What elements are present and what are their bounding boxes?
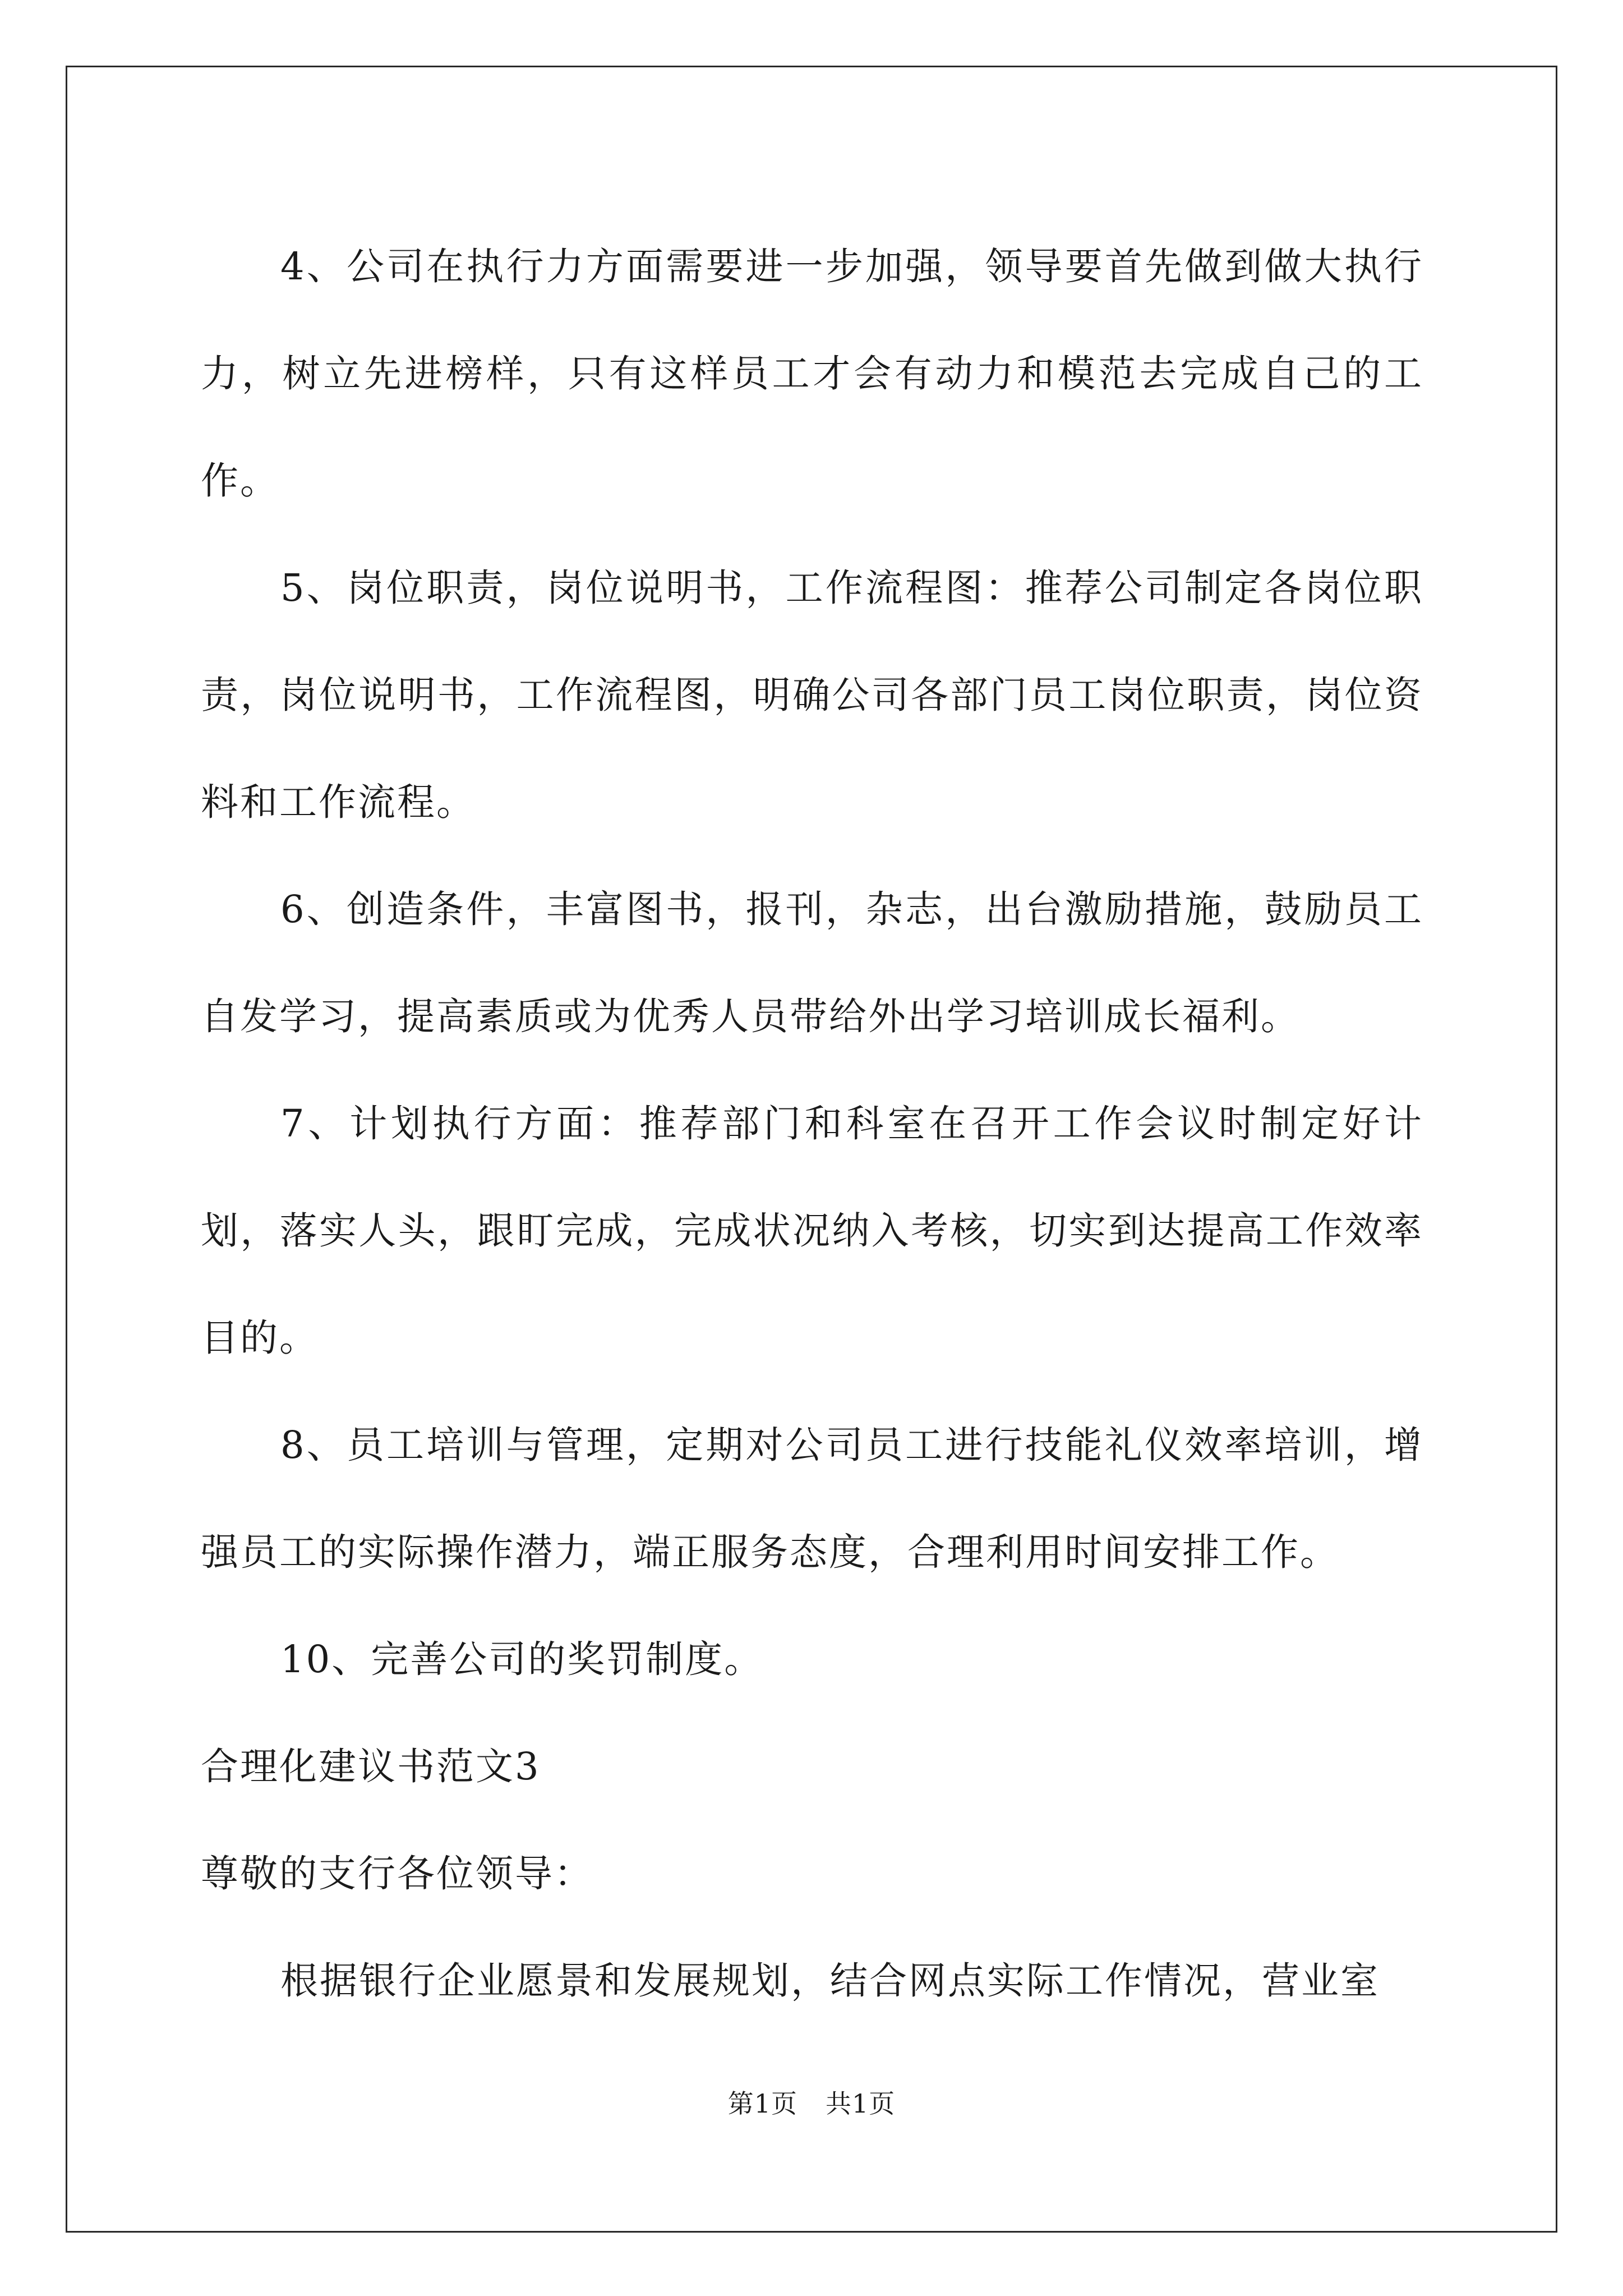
paragraph-8: 8、员工培训与管理，定期对公司员工进行技能礼仪效率培训，增强员工的实际操作潜力，端正服务态度，合理利用时间安排工作。 <box>201 1423 1423 1574</box>
paragraph-5: 5、岗位职责，岗位说明书，工作流程图：推荐公司制定各岗位职责，岗位说明书，工作流程图，明确公司各部门员工岗位职责，岗位资料和工作流程。 <box>201 566 1423 824</box>
page-footer <box>0 2087 1623 2120</box>
paragraph-7: 7、计划执行方面：推荐部门和科室在召开工作会议时制定好计划，落实人头，跟盯完成，完成状况纳入考核，切实到达提高工作效率目的。 <box>201 1102 1423 1360</box>
paragraph-10: 10、完善公司的奖罚制度。 <box>280 1637 764 1681</box>
total-pages: 共1页 <box>826 2088 896 2119</box>
closing-paragraph: 根据银行企业愿景和发展规划，结合网点实际工作情况，营业室 <box>280 1959 1380 2003</box>
document-body <box>201 213 1423 2035</box>
paragraph-6: 6、创造条件，丰富图书，报刊，杂志，出台激励措施，鼓励员工自发学习，提高素质或为优秀人员带给外出学习培训成长福利。 <box>201 887 1423 1038</box>
salutation: 尊敬的支行各位领导： <box>201 1852 593 1895</box>
section-heading: 合理化建议书范文3 <box>201 1745 541 1788</box>
page-number: 第1页 <box>727 2088 797 2119</box>
paragraph-4: 4、公司在执行力方面需要进一步加强，领导要首先做到做大执行力，树立先进榜样，只有这样员工才会有动力和模范去完成自己的工作。 <box>201 245 1423 503</box>
